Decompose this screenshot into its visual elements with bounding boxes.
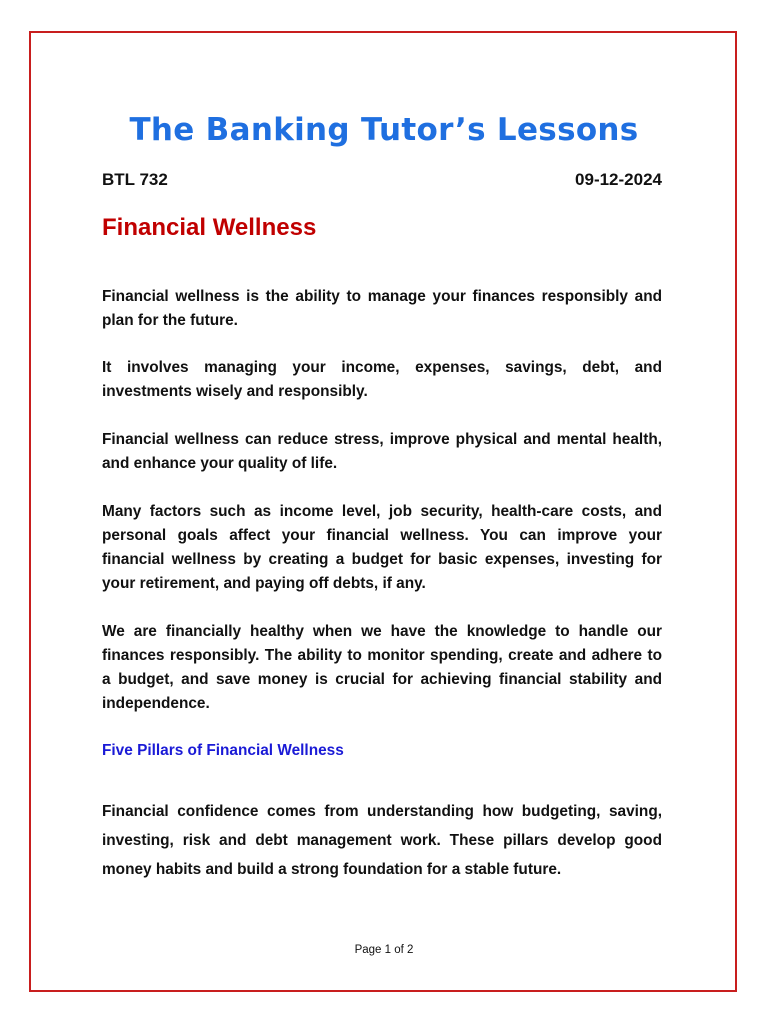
paragraph-involves: It involves managing your income, expenses, savings, debt, and investments wisely and responsibly.	[102, 359, 662, 400]
paragraph-definition: Financial wellness is the ability to manage your finances responsibly and plan for the future.	[102, 288, 662, 329]
section-heading: Financial Wellness	[102, 214, 317, 241]
paragraph-pillars: Financial confidence comes from understanding how budgeting, saving, investing, risk and debt management work. These pillars develop good money habits and build a strong foundation for a stable future.	[102, 803, 662, 878]
document-title: The Banking Tutor’s Lessons	[129, 112, 639, 148]
lesson-code: BTL 732	[102, 170, 168, 189]
paragraph-benefits: Financial wellness can reduce stress, improve physical and mental health, and enhance your quality of life.	[102, 431, 662, 472]
page-number: Page 1 of 2	[354, 944, 414, 956]
lesson-date: 09-12-2024	[575, 170, 662, 189]
paragraph-factors: Many factors such as income level, job security, health-care costs, and personal goals affect your financial wellness. You can improve your financial wellness by creating a budget for basic expenses, investing for your retirement, and paying off debts, if any.	[102, 503, 662, 592]
lesson-meta-row	[102, 170, 662, 194]
pillars-subheading: Five Pillars of Financial Wellness	[102, 742, 344, 759]
paragraph-financially-healthy: We are financially healthy when we have the knowledge to handle our finances responsibly. The ability to monitor spending, create and adhere to a budget, and save money is crucial for achieving financial stability and independence.	[102, 623, 662, 712]
